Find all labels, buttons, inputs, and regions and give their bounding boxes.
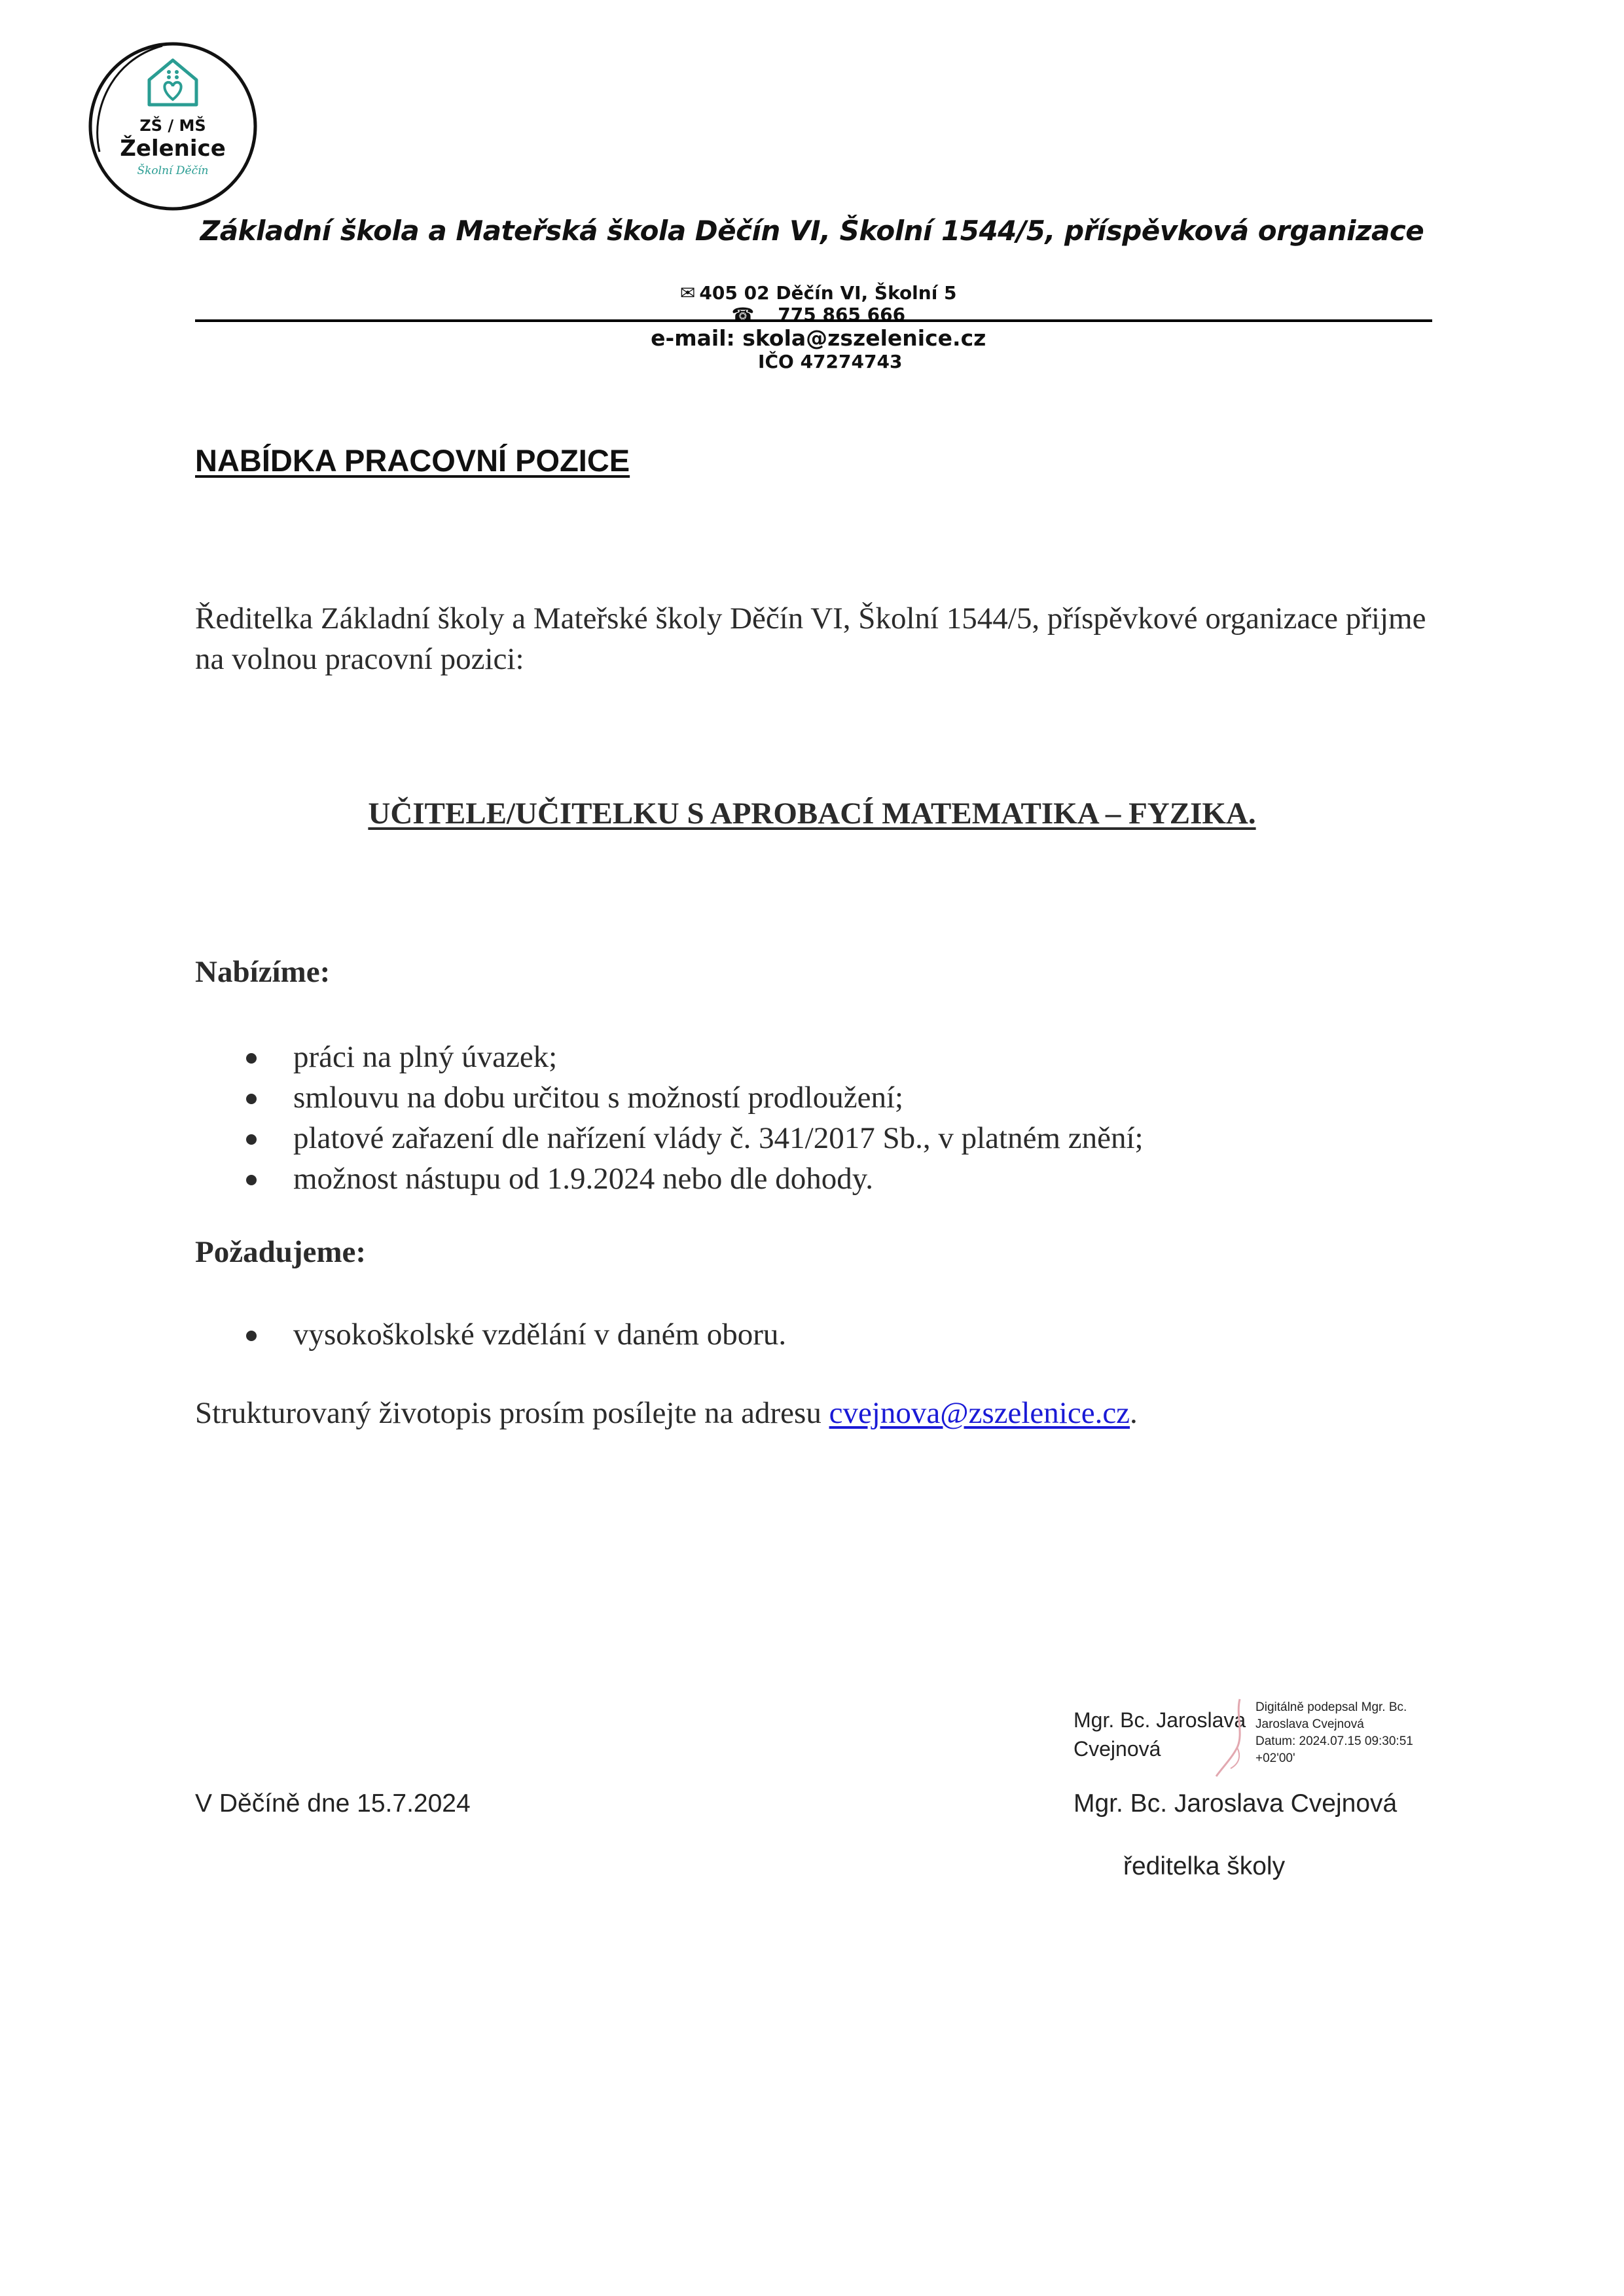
contact-email: e-mail: skola@zszelenice.cz — [651, 325, 986, 351]
intro-paragraph: Ředitelka Základní školy a Mateřské školy Děčín VI, Školní 1544/5, příspěvkové organizace přijme na volnou pracovní pozici: — [195, 601, 1426, 676]
address: ✉ 405 02 Děčín VI, Školní 5 — [679, 282, 957, 304]
cv-instruction: Strukturovaný životopis prosím posílejte na adresu cvejnova@zszelenice.cz. — [195, 1396, 1138, 1430]
logo-line3: Školní Děčín — [137, 164, 209, 177]
director-title: ředitelka školy — [1123, 1852, 1286, 1880]
telephone-icon: ☎ — [731, 304, 755, 325]
signature-details: Digitálně podepsal Mgr. Bc. Jaroslava Cvejnová Datum: 2024.07.15 09:30:51 +02'00' — [1255, 1700, 1413, 1765]
list-item: platové zařazení dle nařízení vlády č. 341/2017 Sb., v platném znění; — [195, 1118, 1439, 1158]
bullet-icon — [246, 1175, 257, 1185]
requirements-heading: Požadujeme: — [195, 1235, 367, 1269]
header-divider — [195, 319, 1432, 322]
logo-line2: Želenice — [120, 135, 226, 162]
position-title: UČITELE/UČITELKU S APROBACÍ MATEMATIKA – FYZIKA. — [368, 797, 1256, 831]
school-name: Základní škola a Mateřská škola Děčín VI, Školní 1544/5, příspěvková organizace — [200, 215, 1424, 247]
document-date: V Děčíně dne 15.7.2024 — [195, 1789, 471, 1818]
bullet-icon — [246, 1134, 257, 1145]
director-name: Mgr. Bc. Jaroslava Cvejnová — [1074, 1789, 1398, 1818]
offer-heading: Nabízíme: — [195, 955, 331, 989]
bullet-icon — [246, 1331, 257, 1341]
requirements-list — [195, 1314, 1439, 1355]
list-item: smlouvu na dobu určitou s možností prodloužení; — [195, 1077, 1439, 1118]
offer-list — [195, 1037, 1439, 1199]
phone: ☎ 775 865 666 — [731, 304, 906, 325]
list-item: práci na plný úvazek; — [195, 1037, 1439, 1077]
envelope-icon: ✉ — [679, 282, 696, 304]
contact-line — [0, 260, 1624, 372]
page-title: NABÍDKA PRACOVNÍ POZICE — [195, 443, 630, 478]
list-item: možnost nástupu od 1.9.2024 nebo dle dohody. — [195, 1158, 1439, 1199]
school-logo — [84, 34, 262, 219]
ico: IČO 47274743 — [758, 351, 903, 372]
logo-line1: ZŠ / MŠ — [139, 117, 206, 135]
cv-email-link[interactable]: cvejnova@zszelenice.cz — [829, 1396, 1130, 1430]
bullet-icon — [246, 1094, 257, 1104]
signature-mark — [1211, 1695, 1250, 1780]
list-item: vysokoškolské vzdělání v daném oboru. — [195, 1314, 1439, 1355]
house-heart-icon — [149, 60, 196, 105]
bullet-icon — [246, 1053, 257, 1064]
signature-name: Mgr. Bc. Jaroslava Cvejnová — [1074, 1708, 1246, 1761]
